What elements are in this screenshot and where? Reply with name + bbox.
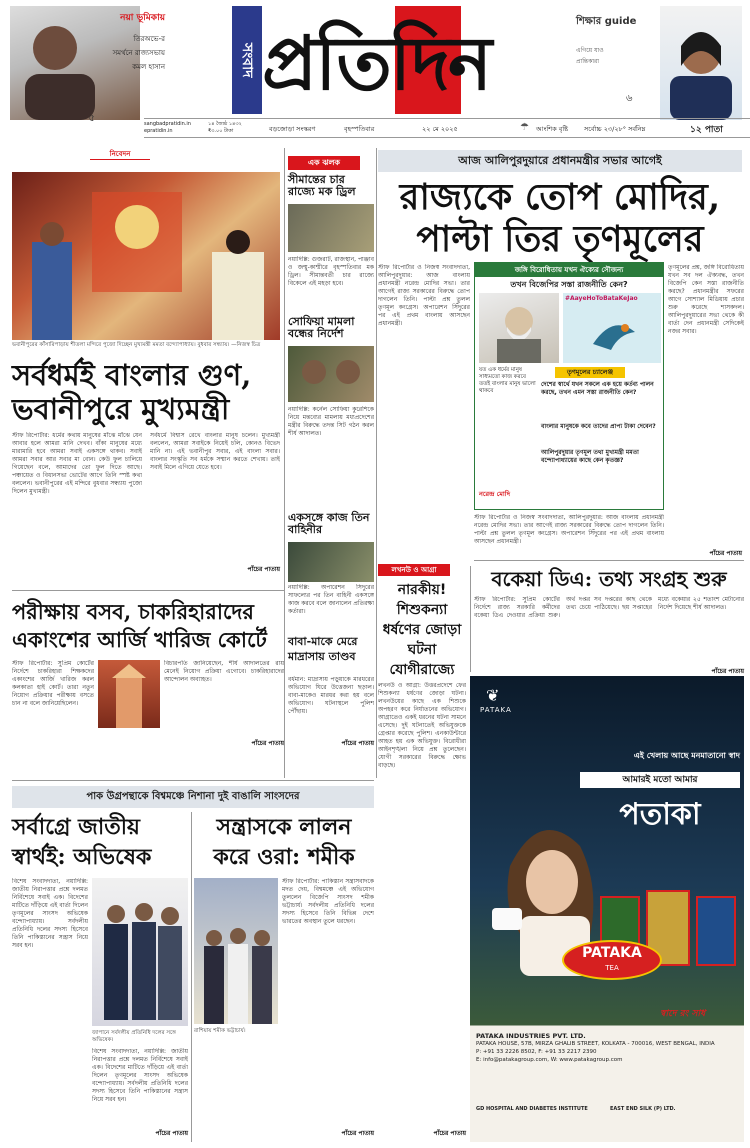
pak-strip: পাক উগ্রপন্থাকে বিশ্বমঞ্চে নিশানা দুই বাঙালি সাংসদের: [12, 786, 374, 808]
abhishek-text: বিশেষ সংবাদদাতা, নয়াদিল্লি: জাতীয় নিরাপত্তার প্রশ্নে দলমত নির্বিশেষে সবাই এক। বিদেশের মাটিতে দাঁড়িয়ে এই বার্তা দিলেন তৃণমূলের সাংসদ অভিষেক বন্দ্যোপাধ্যায়। সর্বদলীয় প্রতিনিধি দলের সদস্য হিসেবে তিনি পাকিস্তানের সন্ত্রাস নিয়ে সরব হন।: [12, 878, 88, 949]
challenge-q3: আলিপুরদুয়ার তৃণমূল তথা মুখ্যমন্ত্রী মমতা বন্দ্যোপাধ্যায়ের কাছে কেন কৃতজ্ঞ?: [541, 449, 639, 464]
main-kicker: আজ আলিপুরদুয়ারে প্রধানমন্ত্রীর সভার আগেই: [378, 150, 742, 172]
headline-line: রাজ্যকে তোপ মোদির,: [399, 176, 721, 218]
box-title: জঙ্গি বিরোধিতায় যখন ঐক্যের সৌজন্য: [475, 263, 663, 277]
headline-line: সর্বাগ্রে জাতীয়: [12, 814, 140, 840]
tmc-challenge-box: [474, 262, 664, 510]
da-headline[interactable]: বকেয়া ডিএ: তথ্য সংগ্রহ শুরু: [491, 567, 727, 591]
site-links: [144, 121, 204, 135]
section-label: নিবেদন: [90, 148, 150, 160]
caption-text: ভবানীপুরের কাঁসারিপাড়ায় শীতলা মন্দিরে পুজো দিচ্ছেন মুখ্যমন্ত্রী মমতা বন্দ্যোপাধ্যায়। বুধবার সন্ধ্যায়।: [12, 342, 230, 348]
headline-line: করে ওরা: শমীক: [213, 844, 355, 870]
photo-caption: রাশিয়ায় শমীক ভট্টাচার্য।: [194, 1028, 246, 1034]
headline-line: সর্বধর্মই বাংলার গুণ,: [12, 358, 252, 392]
brief-text-1: নয়াদিল্লি: গুজরাট, রাজস্থান, পাঞ্জাব ও জম্মু-কাশ্মীরে বৃহস্পতিবার মক ড্রিল। সীমান্তবর্তী চার রাজ্যে বিকেলে এই মহড়া হবে।: [288, 256, 374, 287]
modi-name: নরেন্দ্র মোদি: [479, 490, 510, 498]
continued-link[interactable]: পাঁচের পাতায়: [341, 740, 374, 747]
promo-text-right[interactable]: [576, 14, 656, 108]
brief-headline[interactable]: সোফিয়া মামলা বন্ধের নির্দেশ: [288, 315, 355, 341]
section-rule: [474, 560, 744, 561]
exam-text-col2: বিচারপতি জানিয়েছেন, শীর্ষ আদালতের রায় মেনেই নিয়োগ প্রক্রিয়া এগোবে। চাকরিহারাদের আন্দোলন অব্যাহত।: [164, 660, 284, 683]
issue-date: ২২ মে ২০২৫: [422, 125, 458, 133]
site-link[interactable]: sangbadpratidin.in: [144, 121, 191, 127]
section-rule: [12, 590, 284, 591]
newspaper-logo[interactable]: প্রতিদিন: [262, 21, 491, 107]
weekday: বৃহস্পতিবার: [344, 125, 375, 133]
promo-line: এগিয়ে যাও: [576, 47, 604, 54]
modi-photo[interactable]: [479, 293, 559, 363]
column-rule: [284, 148, 285, 778]
continued-link[interactable]: পাঁচের পাতায়: [341, 1130, 374, 1137]
promo-line: সমর্থনে রাজ্যসভায়: [112, 49, 165, 57]
lead-story-col1: স্টাফ রিপোর্টার: ধর্মের কথায় মানুষের মাঁঝে মাঁঝে যেন আবার হলে আমরা মানি দেখব। বাঁকা মানুষের মধ্যে মারামারি হবে আমরা সবাই একসঙ্গে থাকব। সবাই আমরা সবার আর সবার মা বোন। কেউ ফুল চালিয়ে গিয়েছেন বলে, আমাদের তো ফুল দিতে আছে। পঞ্চায়েত ও বিধানসভা ভোটের আগে তিনি স্পষ্ট কথা বললেন। ভবানীপুরের এই মন্দিরে বুধবার সন্ধ্যায় পুজো দিলেন মুখ্যমন্ত্রী।: [12, 432, 142, 495]
portrait-icon: [288, 346, 374, 402]
brief-headline[interactable]: সীমান্তের চার রাজ্যে মক ড্রিল: [288, 173, 356, 199]
main-text-right: তৃণমূলের প্রশ্ন, জঙ্গি বিরোধিতায় যখন সব দল ঐক্যবদ্ধ, তখন বিজেপি কেন সস্তা রাজনীতি করছে? প্রধানমন্ত্রীর সফরের আগে সোশ্যাল মিডিয়ায় প্রচার শুরু করেছে শাসকদল। আলিপুরদুয়ারের সভা থেকে কী বার্তা দেন প্রধানমন্ত্রী সেদিকেই নজর সবার।: [668, 264, 744, 335]
madrasa-text: বর্ধমান: মাদ্রাসায় পড়ুয়াকে মারধরের অভিযোগ ঘিরে উত্তেজনা ছড়াল। বাবা-মাকেও মারধর করা হয় বলে অভিযোগ। ঘটনাস্থলে পুলিশ পৌঁছায়।: [288, 676, 374, 715]
building-icon: [98, 660, 160, 728]
photo-caption: জাপানে সর্বদলীয় প্রতিনিধি দলের সঙ্গে অভিষেক।: [92, 1030, 176, 1043]
distributor-2: EAST END SILK (P) LTD.: [610, 1106, 676, 1112]
product-badge: [562, 940, 662, 980]
column-rule: [470, 566, 471, 672]
column-rule: [191, 812, 192, 1142]
continued-link[interactable]: পাঁচের পাতায়: [251, 740, 284, 747]
ad-slogan-2: পতাকা: [619, 797, 701, 832]
company-info: [476, 1032, 738, 1064]
price-text: ₹৩.০০ টাকা: [208, 128, 234, 134]
brief-photo-3[interactable]: [288, 542, 374, 582]
logo-side-box: সংবাদ: [232, 6, 262, 114]
promo-line: কমল হাসান: [132, 63, 165, 71]
abhishek-text-bottom: বিশেষ সংবাদদাতা, নয়াদিল্লি: জাতীয় নিরাপত্তার প্রশ্নে দলমত নির্বিশেষে সবাই এক। বিদেশের মাটিতে দাঁড়িয়ে এই বার্তা দিলেন তৃণমূলের সাংসদ অভিষেক বন্দ্যোপাধ্যায়। সর্বদলীয় প্রতিনিধি দলের সদস্য হিসেবে তিনি পাকিস্তানের সন্ত্রাস নিয়ে সরব হন।: [92, 1048, 188, 1103]
lead-photo[interactable]: [12, 172, 280, 340]
lucknow-label: লখনউ ও আগ্রা: [378, 564, 450, 576]
challenge-q1: দেশের স্বার্থে যখন সকলে এক হয়ে কর্তব্য পালন করছে, তখন এমন সস্তা রাজনীতি কেন?: [541, 381, 654, 396]
hashtag: #AayeHoToBataKeJao: [565, 295, 638, 302]
continued-link[interactable]: পাঁচের পাতায়: [709, 550, 742, 557]
hashtag-panel[interactable]: [563, 293, 661, 363]
company-address: PATAKA HOUSE, 57B, MIRZA GHALIB STREET, KOLKATA - 700016, WEST BENGAL, INDIA: [476, 1041, 715, 1047]
modi-quote: যত এক ধর্মের মানুষ সাধ্যমতো কাজ করবে ততই বাংলার মানুষ ভালো থাকবে: [479, 367, 536, 394]
main-text-left: স্টাফ রিপোর্টার ও নিজস্ব সংবাদদাতা, আলিপুরদুয়ার: আজ বাংলায় প্রধানমন্ত্রী নরেন্দ্র মোদির সভা। তার আগেই রাজ্য সরকারের বিরুদ্ধে তোপ দাগলেন তিনি। পাল্টা প্রশ্ন তুলল তৃণমূল কংগ্রেস। অপারেশন সিঁদুরের পর এই প্রথম বাংলায় আসছেন প্রধানমন্ত্রী।: [378, 264, 470, 327]
promo-text-left[interactable]: [80, 10, 165, 128]
weather-text: আংশিক বৃষ্টি: [536, 125, 569, 133]
ad-signature: স্বাদে রং সাধ: [660, 1009, 706, 1019]
person-icon: [479, 293, 559, 363]
lucknow-text: লখনউ ও আগ্রা: উত্তরপ্রদেশে ফের শিশুকন্যা ধর্ষণের জোড়া ঘটনা। লখনউয়ের কাছে এক শিশুকে অপহরণ করে নির্যাতনের অভিযোগ। আগ্রাতেও একই ধরনের ঘটনা সামনে এসেছে। দুই ঘটনাতেই অভিযুক্তকে গ্রেপ্তার করেছে পুলিশ। এনকাউন্টারে আহত হয় এক অভিযুক্ত। বিরোধীরা আইনশৃঙ্খলা নিয়ে প্রশ্ন তুলেছেন। যোগী সরকারের বিরুদ্ধে ক্ষোভ বাড়ছে।: [378, 682, 466, 769]
box-subtitle: তখন বিজেপির সস্তা রাজনীতি কেন?: [510, 280, 628, 289]
brief-text-3: নয়াদিল্লি: অপারেশন সিঁদুরের সাফল্যের পর তিন বাহিনী একসঙ্গে কাজ করবে বলে জানালেন প্রতিরক্ষা কর্তারা।: [288, 584, 374, 615]
delegation-photo-icon: [194, 878, 278, 1024]
pataka-ad[interactable]: [470, 676, 744, 1142]
brief-photo-1[interactable]: [288, 204, 374, 252]
lead-headline[interactable]: [12, 358, 284, 426]
company-web[interactable]: E: info@patakagroup.com, W: www.patakagroup.com: [476, 1057, 623, 1063]
page-count: ১২ পাতা: [690, 125, 723, 135]
abhishek-headline[interactable]: [12, 812, 190, 872]
column-rule: [376, 148, 377, 778]
samik-photo[interactable]: [194, 878, 278, 1024]
samik-headline[interactable]: [194, 812, 374, 872]
exam-text-col1: স্টাফ রিপোর্টার: সুপ্রিম কোর্টের নির্দেশে চাকরিহারা শিক্ষকদের একাংশের আর্জি খারিজ করল কলকাতা হাই কোর্ট। তারা নতুন নিয়োগ প্রক্রিয়ার পরীক্ষায় বসতে চান না বলে জানিয়েছিলেন।: [12, 660, 94, 707]
headline-line: সন্ত্রাসকে লালন: [216, 814, 352, 840]
main-headline[interactable]: [378, 176, 742, 260]
volume-price: [208, 121, 268, 135]
madrasa-headline[interactable]: বাবা-মাকে মেরে মাদ্রাসায় তাণ্ডব: [288, 635, 358, 663]
pataka-logo: PATAKA: [480, 706, 512, 714]
product-sub: TEA: [605, 964, 619, 972]
promo-photo-right[interactable]: [660, 6, 742, 120]
headline-line: একাংশের আর্জি খারিজ কোর্টে: [12, 627, 267, 652]
promo-line: প্রান্তিকারা: [576, 58, 600, 65]
headline-line: পাল্টা তির তৃণমূলের: [416, 218, 704, 260]
photo-credit: —নিজস্ব চিত্র: [231, 342, 261, 348]
masthead: [0, 0, 750, 140]
dateline-bar: [144, 118, 750, 138]
photo-caption: [12, 342, 280, 349]
company-phone: P: +91 33 2226 8502, F: +91 33 2217 2390: [476, 1049, 597, 1055]
continued-link[interactable]: পাঁচের পাতায়: [433, 1130, 466, 1137]
product-name: PATAKA: [582, 945, 642, 961]
brief-photo-2[interactable]: [288, 346, 374, 402]
tea-pack: [696, 896, 736, 966]
guide-brand: শিক্ষার guide: [576, 16, 637, 27]
main-text-bottom: স্টাফ রিপোর্টার ও নিজস্ব সংবাদদাতা, আলিপুরদুয়ার: আজ বাংলায় প্রধানমন্ত্রী নরেন্দ্র মোদির সভা। তার আগেই রাজ্য সরকারের বিরুদ্ধে তোপ দাগলেন তিনি। পাল্টা প্রশ্ন তুলল তৃণমূল কংগ্রেস। অপারেশন সিঁদুরের পর এই প্রথম বাংলায় আসছেন প্রধানমন্ত্রী।: [474, 514, 664, 545]
court-photo[interactable]: [98, 660, 160, 728]
promo-line: তিরঅভে-র: [133, 35, 165, 43]
abhishek-photo[interactable]: [92, 878, 188, 1026]
cloud-rain-icon: ☂: [520, 122, 529, 133]
distributor-1: GD HOSPITAL AND DIABETES INSTITUTE: [476, 1106, 588, 1112]
site-link[interactable]: epratidin.in: [144, 128, 173, 134]
brief-text-2: নয়াদিল্লি: কর্নেল সোফিয়া কুরেশিকে নিয়ে মন্তব্যের মামলায় মধ্যপ্রদেশের মন্ত্রীর বিরুদ্ধে তদন্ত সিট গঠন করল শীর্ষ আদালত।: [288, 406, 374, 437]
lucknow-headline[interactable]: নারকীয়! শিশুকন্যা ধর্ষণের জোড়া ঘটনা যোগীরাজ্যে: [382, 582, 462, 678]
company-name: PATAKA INDUSTRIES PVT. LTD.: [476, 1032, 586, 1040]
temple-scene-icon: [12, 172, 280, 340]
lead-story-col2: সর্বধর্মে বিশ্বাস রেখে বাংলার মানুষ চলেন। মুখ্যমন্ত্রী বললেন, আমরা সবাইকে নিয়েই চলি, কোনও বিভেদ মানি না। এই ভবানীপুর সবার, এই বাংলা সবার। বাংলার সংস্কৃতি সব ধর্মকে সম্মান করতে শেখায়। তাই সবাই মিলে এগিয়ে যেতে হবে।: [150, 432, 280, 471]
temperature: সর্বোচ্চ ২৩/২৮° সর্বনিম্ন: [584, 125, 646, 133]
samik-text: স্টাফ রিপোর্টার: পাকিস্তান সন্ত্রাসবাদকে মদত দেয়, বিশ্বমঞ্চে এই অভিযোগ তুললেন বিজেপি সাংসদ শমীক ভট্টাচার্য। সর্বদলীয় প্রতিনিধি দলের সদস্য হিসেবে তিনি বিভিন্ন দেশে ভারতের অবস্থান তুলে ধরছেন।: [282, 878, 374, 925]
group-photo-icon: [92, 878, 188, 1026]
exam-headline[interactable]: [12, 598, 284, 654]
student-silhouette-icon: [660, 6, 742, 120]
brief-headline[interactable]: একসঙ্গে কাজ তিন বাহিনীর: [288, 511, 370, 537]
promo-title: নয়া ভূমিকায়: [120, 13, 165, 23]
pataka-leaf-icon: ❦: [486, 686, 500, 705]
bird-icon: [563, 304, 661, 356]
promo-page: ৫: [88, 113, 95, 124]
headline-line: পরীক্ষায় বসব, চাকরিহারাদের: [12, 599, 254, 624]
volume-text: ১৪ জ্যৈষ্ঠ ১৪৩২: [208, 121, 242, 127]
edition: বড়জোড়া সংস্করণ: [269, 125, 316, 133]
ad-slogan-1: আমারই মতো আমার: [580, 772, 740, 788]
ek-jhalak-label: এক ঝলক: [288, 156, 360, 170]
headline-line: ভবানীপুরে মুখ্যমন্ত্রী: [12, 392, 230, 426]
promo-page: ৬: [626, 93, 633, 104]
challenge-q2: বাংলার মানুষকে কবে তাদের প্রাপ্য টাকা দেবেন?: [541, 423, 656, 430]
continued-link[interactable]: পাঁচের পাতায়: [247, 566, 280, 573]
continued-link[interactable]: পাঁচের পাতায়: [155, 1130, 188, 1137]
headline-line: স্বার্থই: অভিষেক: [12, 844, 152, 870]
da-text: স্টাফ রিপোর্টার: সুপ্রিম কোর্টের নির্দেশে রাজ্য সরকারি কর্মীদের বকেয়া ডিএ দেওয়ার প্রক্রিয়া শুরু। অর্থ দপ্তর সব দপ্তরের কাছ থেকে তথ্য চেয়ে পাঠিয়েছে। ছয় সপ্তাহের মধ্যে বকেয়ার ২৫ শতাংশ মেটানোর নির্দেশ দিয়েছে শীর্ষ আদালত।: [474, 596, 744, 619]
section-rule: [12, 780, 374, 781]
challenge-label: তৃণমূলের চ্যালেঞ্জ: [555, 367, 625, 378]
ad-tagline: এই খেলায় আছে মনমাতানো স্বাদ: [633, 751, 740, 760]
continued-link[interactable]: পাঁচের পাতায়: [711, 668, 744, 675]
